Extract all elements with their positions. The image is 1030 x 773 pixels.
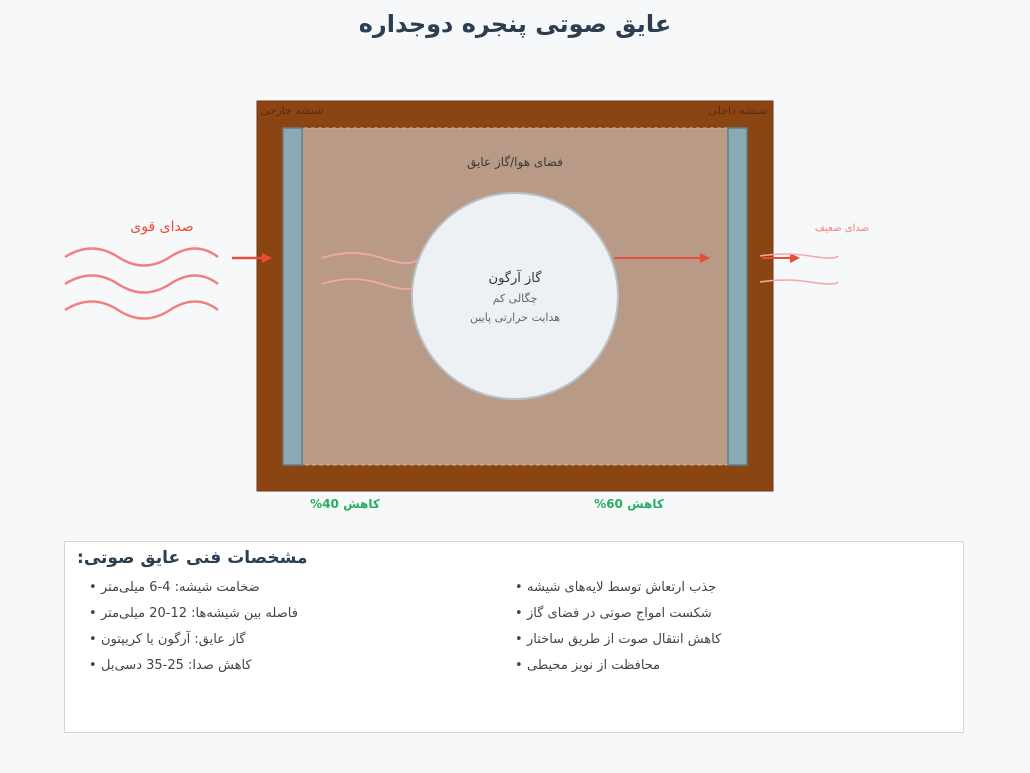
gas-title: گاز آرگون (488, 271, 542, 286)
cavity-label: فضای هوا/گاز عایق (466, 155, 564, 169)
specs-panel (64, 541, 964, 733)
specs-title: :مشخصات فنی عایق صوتی (77, 548, 308, 568)
list-item: • کاهش انتقال صوت از طریق ساختار (515, 632, 722, 647)
page-title: عایق صوتی پنجره دوجداره (358, 10, 672, 38)
specs-left-list (89, 578, 389, 682)
loud-sound-wave-3 (65, 302, 218, 319)
inner-glass-pane (728, 128, 747, 465)
specs-right-list (515, 578, 815, 682)
loud-sound-wave-1 (65, 249, 218, 266)
list-item: • ضخامت شیشه: 4-6 میلی‌متر (89, 580, 260, 595)
weak-sound-label: صدای ضعیف (814, 223, 870, 234)
inner-glass-label: شیشه داخلی (708, 104, 768, 117)
list-item: • محافظت از نویز محیطی (515, 658, 661, 673)
reduction-label-1: %کاهش 40 (310, 497, 380, 511)
outer-glass-pane (283, 128, 302, 465)
gas-line-1: چگالی کم (492, 292, 538, 305)
reduction-label-2: %کاهش 60 (594, 497, 664, 511)
loud-sound-wave-2 (65, 276, 218, 293)
outer-glass-label: شیشه خارجی (260, 104, 324, 117)
list-item: • شکست امواج صوتی در فضای گاز (515, 606, 712, 621)
list-item: • کاهش صدا: 25-35 دسی‌بل (89, 658, 252, 673)
list-item: • فاصله بین شیشه‌ها: 12-20 میلی‌متر (89, 606, 298, 621)
list-item: • جذب ارتعاش توسط لایه‌های شیشه (515, 580, 717, 595)
list-item: • گاز عایق: آرگون یا کریپتون (89, 632, 246, 647)
loud-sound-label: صدای قوی (130, 219, 194, 235)
gas-line-2: هدایت حرارتی پایین (469, 311, 561, 324)
cavity-small-tag: ۰۰ (413, 223, 423, 233)
